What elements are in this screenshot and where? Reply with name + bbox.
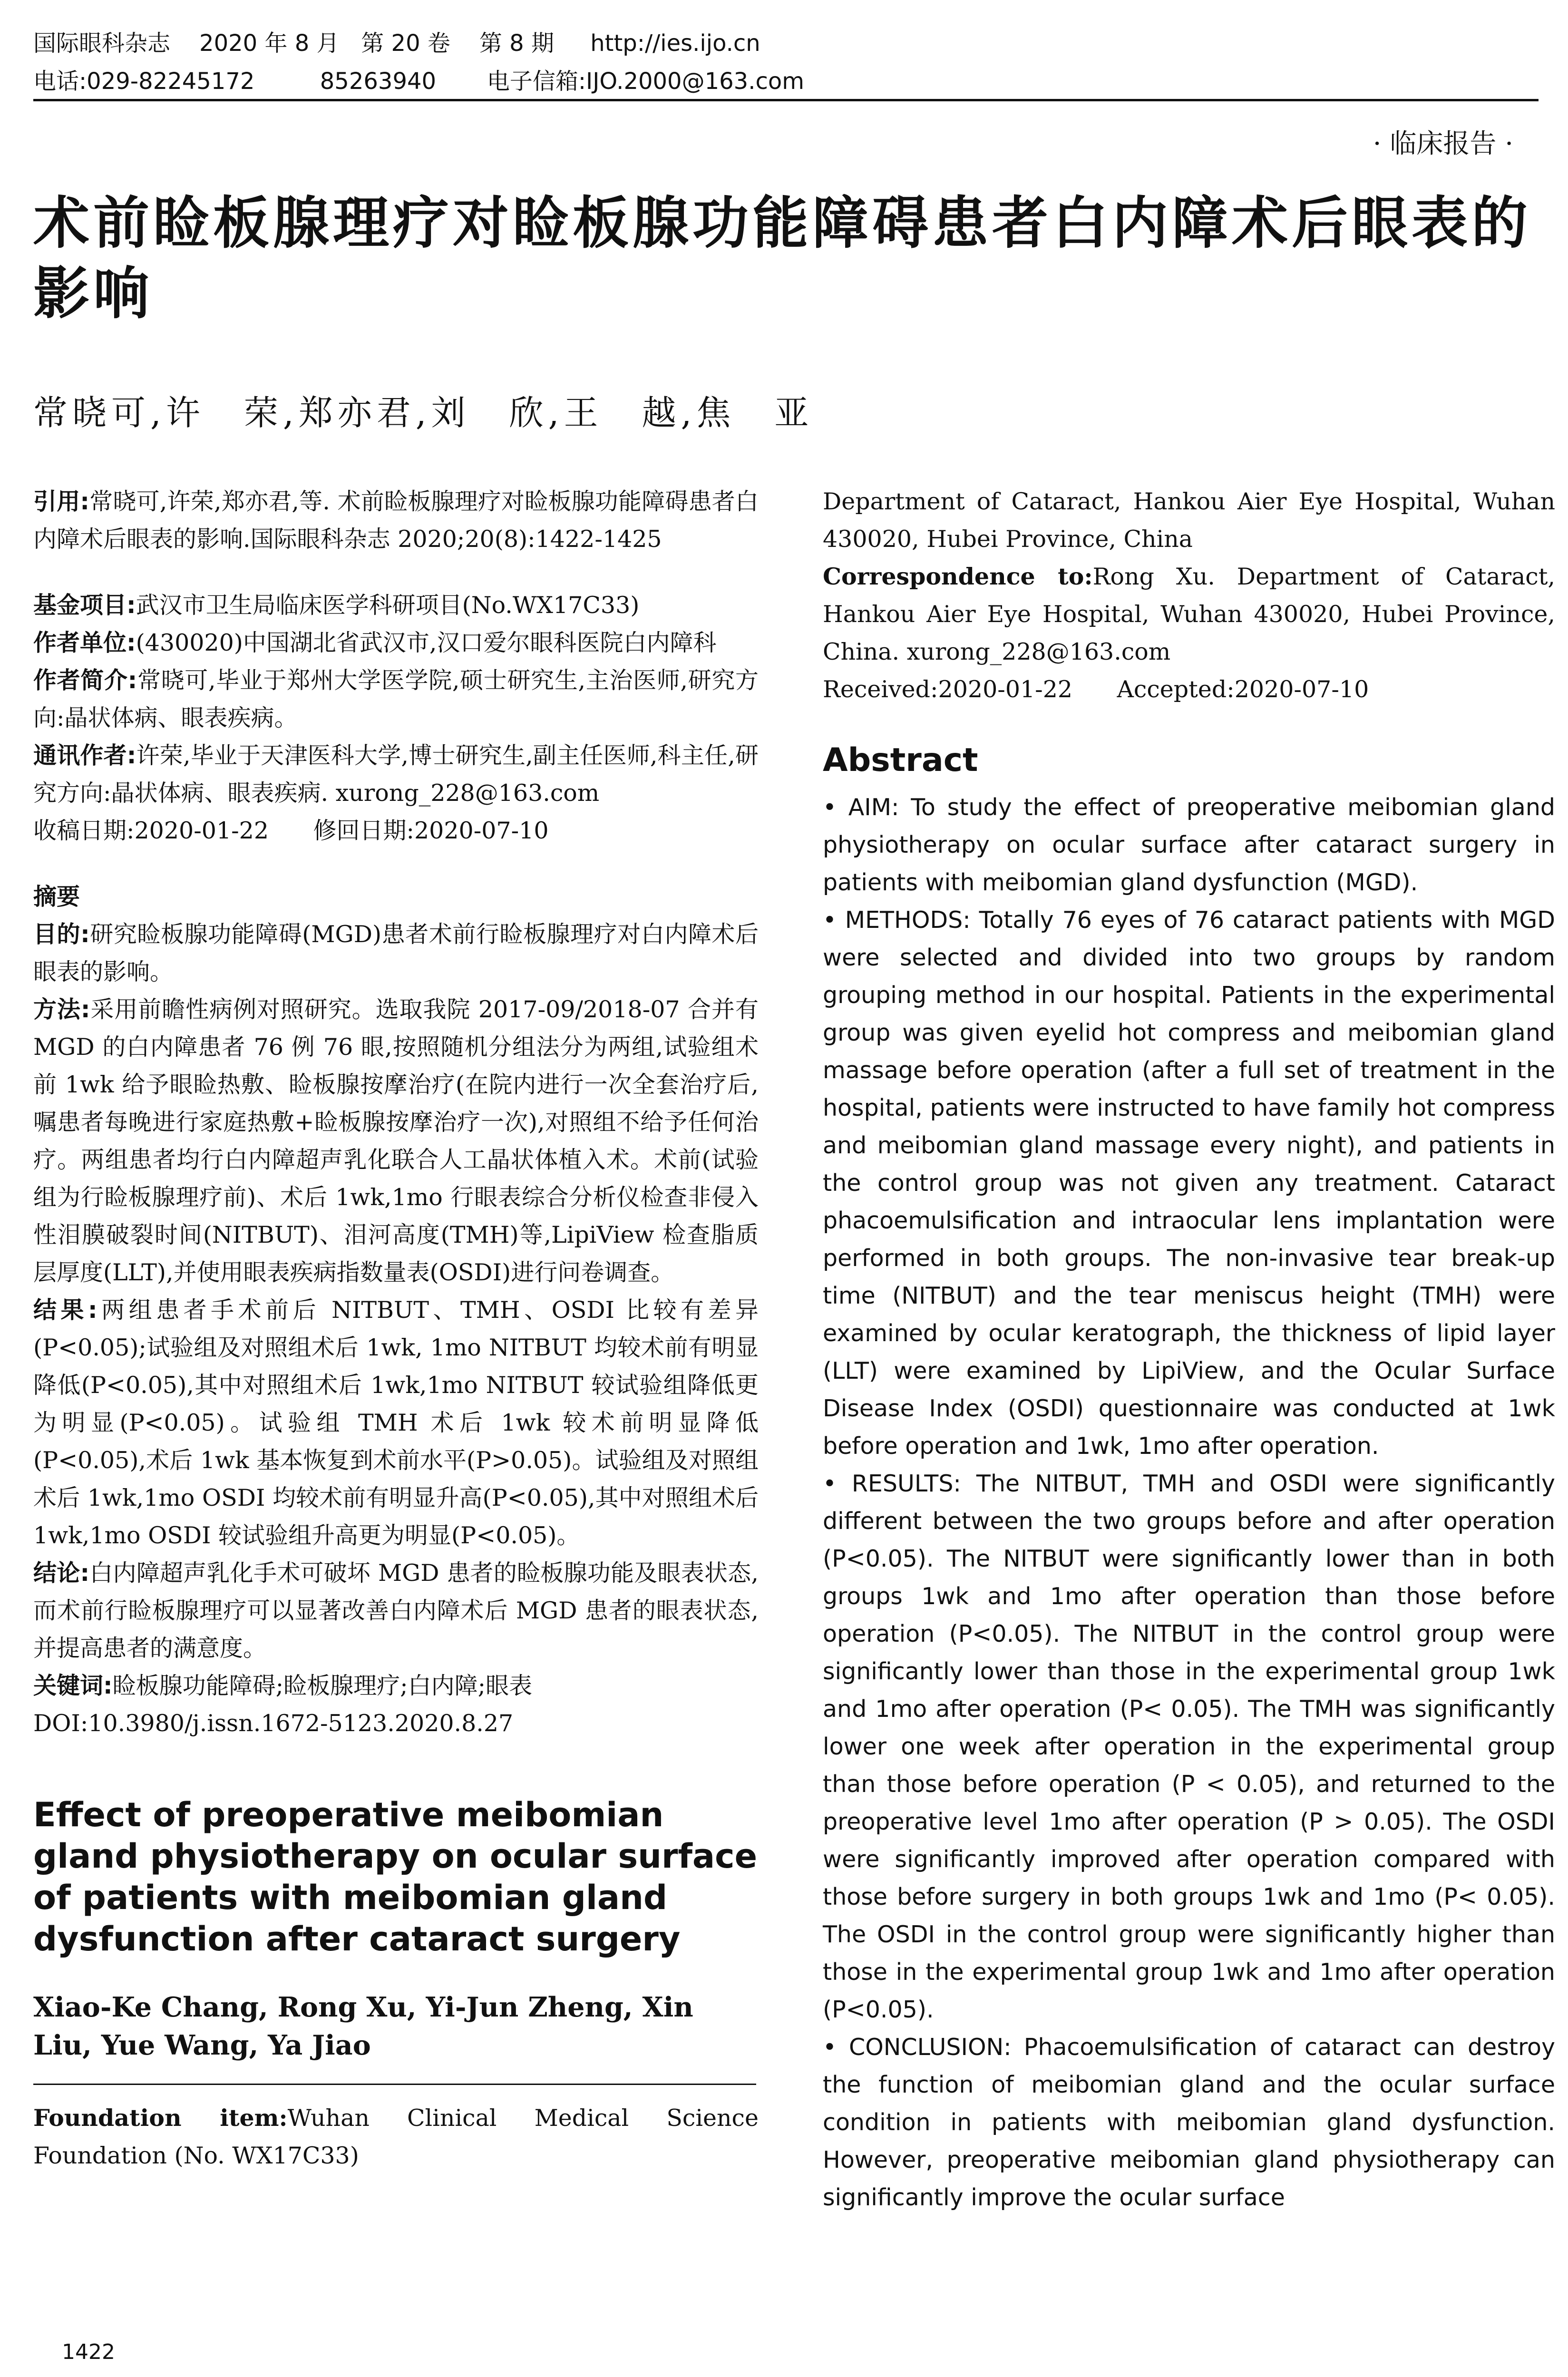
correspondence-text: Rong Xu. Department of Cataract, Hankou Aier Eye Hospital, Wuhan 430020, Hubei Province, China. xurong_228@163.com <box>823 563 1555 665</box>
article-title: 术前睑板腺理疗对睑板腺功能障碍患者白内障术后眼表的影响 <box>33 190 1532 326</box>
fund-info <box>33 586 759 624</box>
foundation-label: Foundation item: <box>33 2104 288 2132</box>
abstract-conclusion: • CONCLUSION: Phacoemulsification of cataract can destroy the function of meibomian gland and the ocular surface condition in patients with meibomian gland dysfunction. However, preoperative meibomian gland physiotherapy can significantly improve the ocular surface <box>823 2034 1555 2211</box>
conclusion-label: 结论: <box>33 1559 90 1587</box>
left-column <box>33 483 759 2174</box>
foundation-item <box>33 2099 759 2174</box>
footnote-rule <box>33 2084 756 2085</box>
method-text: 采用前瞻性病例对照研究。选取我院 2017-09/2018-07 合并有 MGD 的白内障患者 76 例 76 眼,按照随机分组法分为两组,试验组术前 1wk 给予眼睑热敷、睑板腺按摩治疗(在院内进行一次全套治疗后,嘱患者每晚进行家庭热敷+睑板腺按摩治疗一次),对照组不给予任何治疗。两组患者均行白内障超声乳化联合人工晶状体植入术。术前(试验组为行睑板腺理疗前)、术后 1wk,1mo 行眼表综合分析仪检查非侵入性泪膜破裂时间(NITBUT)、泪河高度(TMH)等,LipiView 检查脂质层厚度(LLT),并使用眼表疾病指数量表(OSDI)进行问卷调查。 <box>33 996 759 1286</box>
department: Department of Cataract, Hankou Aier Eye Hospital, Wuhan 430020, Hubei Province, China <box>823 488 1555 553</box>
keywords-cn <box>33 1667 759 1705</box>
method-label: 方法: <box>33 996 90 1023</box>
conclusion-text: 白内障超声乳化手术可破坏 MGD 患者的睑板腺功能及眼表状态,而术前行睑板腺理疗可以显著改善白内障术后 MGD 患者的眼表状态,并提高患者的满意度。 <box>33 1559 759 1662</box>
method-cn <box>33 991 759 1291</box>
keywords-text: 睑板腺功能障碍;睑板腺理疗;白内障;眼表 <box>112 1672 533 1699</box>
bio-text: 常晓可,毕业于郑州大学医学院,硕士研究生,主治医师,研究方向:晶状体病、眼表疾病。 <box>33 667 759 731</box>
citation <box>33 483 759 558</box>
citation-text: 常晓可,许荣,郑亦君,等. 术前睑板腺理疗对睑板腺功能障碍患者白内障术后眼表的影响.国际眼科杂志 2020;20(8):1422-1425 <box>33 488 759 553</box>
header-rule <box>33 99 1539 101</box>
aim-label: 目的: <box>33 921 90 948</box>
abstract-methods: • METHODS: Totally 76 eyes of 76 cataract patients with MGD were selected and divided into two groups by random grouping method in our hospital. Patients in the experimental group was given eyelid hot compress and meibomian gland massage before operation (after a full set of treatment in the hospital, patients were instructed to have family hot compress and meibomian gland massage every night), and patients in the control group was not given any treatment. Cataract phacoemulsification and intraocular lens implantation were performed in both groups. The non-invasive tear break-up time (NITBUT) and the tear meniscus height (TMH) were examined by ocular keratograph, the thickness of lipid layer (LLT) were examined by LipiView, and the Ocular Surface Disease Index (OSDI) questionnaire was conducted at 1wk before operation and 1wk, 1mo after operation. <box>823 906 1555 1460</box>
aim-text: 研究睑板腺功能障碍(MGD)患者术前行睑板腺理疗对白内障术后眼表的影响。 <box>33 921 759 985</box>
fund-label: 基金项目: <box>33 592 136 619</box>
received-accepted: Received:2020-01-22 Accepted:2020-07-10 <box>823 676 1369 703</box>
result-label: 结果: <box>33 1296 97 1324</box>
aim-cn <box>33 916 759 991</box>
result-cn <box>33 1291 759 1554</box>
result-text: 两组患者手术前后 NITBUT、TMH、OSDI 比较有差异(P<0.05);试验组及对照组术后 1wk, 1mo NITBUT 均较术前有明显降低(P<0.05),其中对照组术后 1wk,1mo NITBUT 较试验组降低更为明显(P<0.05)。试验组 TMH 术后 1wk 较术前明显降低(P<0.05),术后 1wk 基本恢复到术前水平(P>0.05)。试验组及对照组术后 1wk,1mo OSDI 均较术前有明显升高(P<0.05),其中对照组术后 1wk,1mo OSDI 较试验组升高更为明显(P<0.05)。 <box>33 1296 759 1549</box>
unit-text: (430020)中国湖北省武汉市,汉口爱尔眼科医院白内障科 <box>136 629 717 656</box>
author-unit <box>33 624 759 662</box>
abstract-heading-cn: 摘要 <box>33 883 80 910</box>
keywords-label: 关键词: <box>33 1672 113 1699</box>
corr-label: 通讯作者: <box>33 742 136 769</box>
corr-text: 许荣,毕业于天津医科大学,博士研究生,副主任医师,科主任,研究方向:晶状体病、眼表疾病. xurong_228@163.com <box>33 742 759 807</box>
english-authors: Xiao-Ke Chang, Rong Xu, Yi-Jun Zheng, Xin Liu, Yue Wang, Ya Jiao <box>33 1991 693 2061</box>
bio-label: 作者简介: <box>33 667 137 694</box>
author-bio <box>33 662 759 737</box>
citation-label: 引用: <box>33 488 89 515</box>
conclusion-cn <box>33 1554 759 1667</box>
unit-label: 作者单位: <box>33 629 136 656</box>
journal-header-line2: 电话:029-82245172 85263940 电子信箱:IJO.2000@163.com <box>33 68 804 95</box>
abstract-heading-en: Abstract <box>823 741 978 779</box>
abstract-results: • RESULTS: The NITBUT, TMH and OSDI were significantly different between the two groups before and after operation (P<0.05). The NITBUT were significantly lower than in both groups 1wk and 1mo after operation than those before operation (P<0.05). The NITBUT in the control group were significantly lower than those in the experimental group 1wk and 1mo after operation (P< 0.05). The TMH was significantly lower one week after operation in the experimental group than those before operation (P < 0.05), and returned to the preoperative level 1mo after operation (P > 0.05). The OSDI were significantly improved after operation compared with those before surgery in both groups 1wk and 1mo (P< 0.05). The OSDI in the control group were significantly higher than those in the experimental group 1wk and 1mo after operation (P<0.05). <box>823 1470 1555 2023</box>
correspondence-label: Correspondence to: <box>823 563 1093 590</box>
doi: DOI:10.3980/j.issn.1672-5123.2020.8.27 <box>33 1710 514 1737</box>
foundation-text: Wuhan Clinical Medical Science Foundation (No. WX17C33) <box>33 2104 759 2169</box>
author-list: 常晓可,许 荣,郑亦君,刘 欣,王 越,焦 亚 <box>33 393 814 433</box>
corresponding-author <box>33 737 759 812</box>
fund-text: 武汉市卫生局临床医学科研项目(No.WX17C33) <box>136 592 640 619</box>
section-label: · 临床报告 · <box>1373 128 1513 159</box>
page-number: 1422 <box>62 2340 115 2364</box>
dates: 收稿日期:2020-01-22 修回日期:2020-07-10 <box>33 817 549 844</box>
correspondence <box>823 558 1555 671</box>
abstract-aim: • AIM: To study the effect of preoperative meibomian gland physiotherapy on ocular surface after cataract surgery in patients with meibomian gland dysfunction (MGD). <box>823 794 1555 896</box>
journal-header-line1: 国际眼科杂志 2020 年 8 月 第 20 卷 第 8 期 http://ies.ijo.cn <box>33 30 760 57</box>
right-column <box>823 483 1555 2216</box>
english-title: Effect of preoperative meibomian gland physiotherapy on ocular surface of patients with meibomian gland dysfunction after cataract surgery <box>33 1795 758 1958</box>
